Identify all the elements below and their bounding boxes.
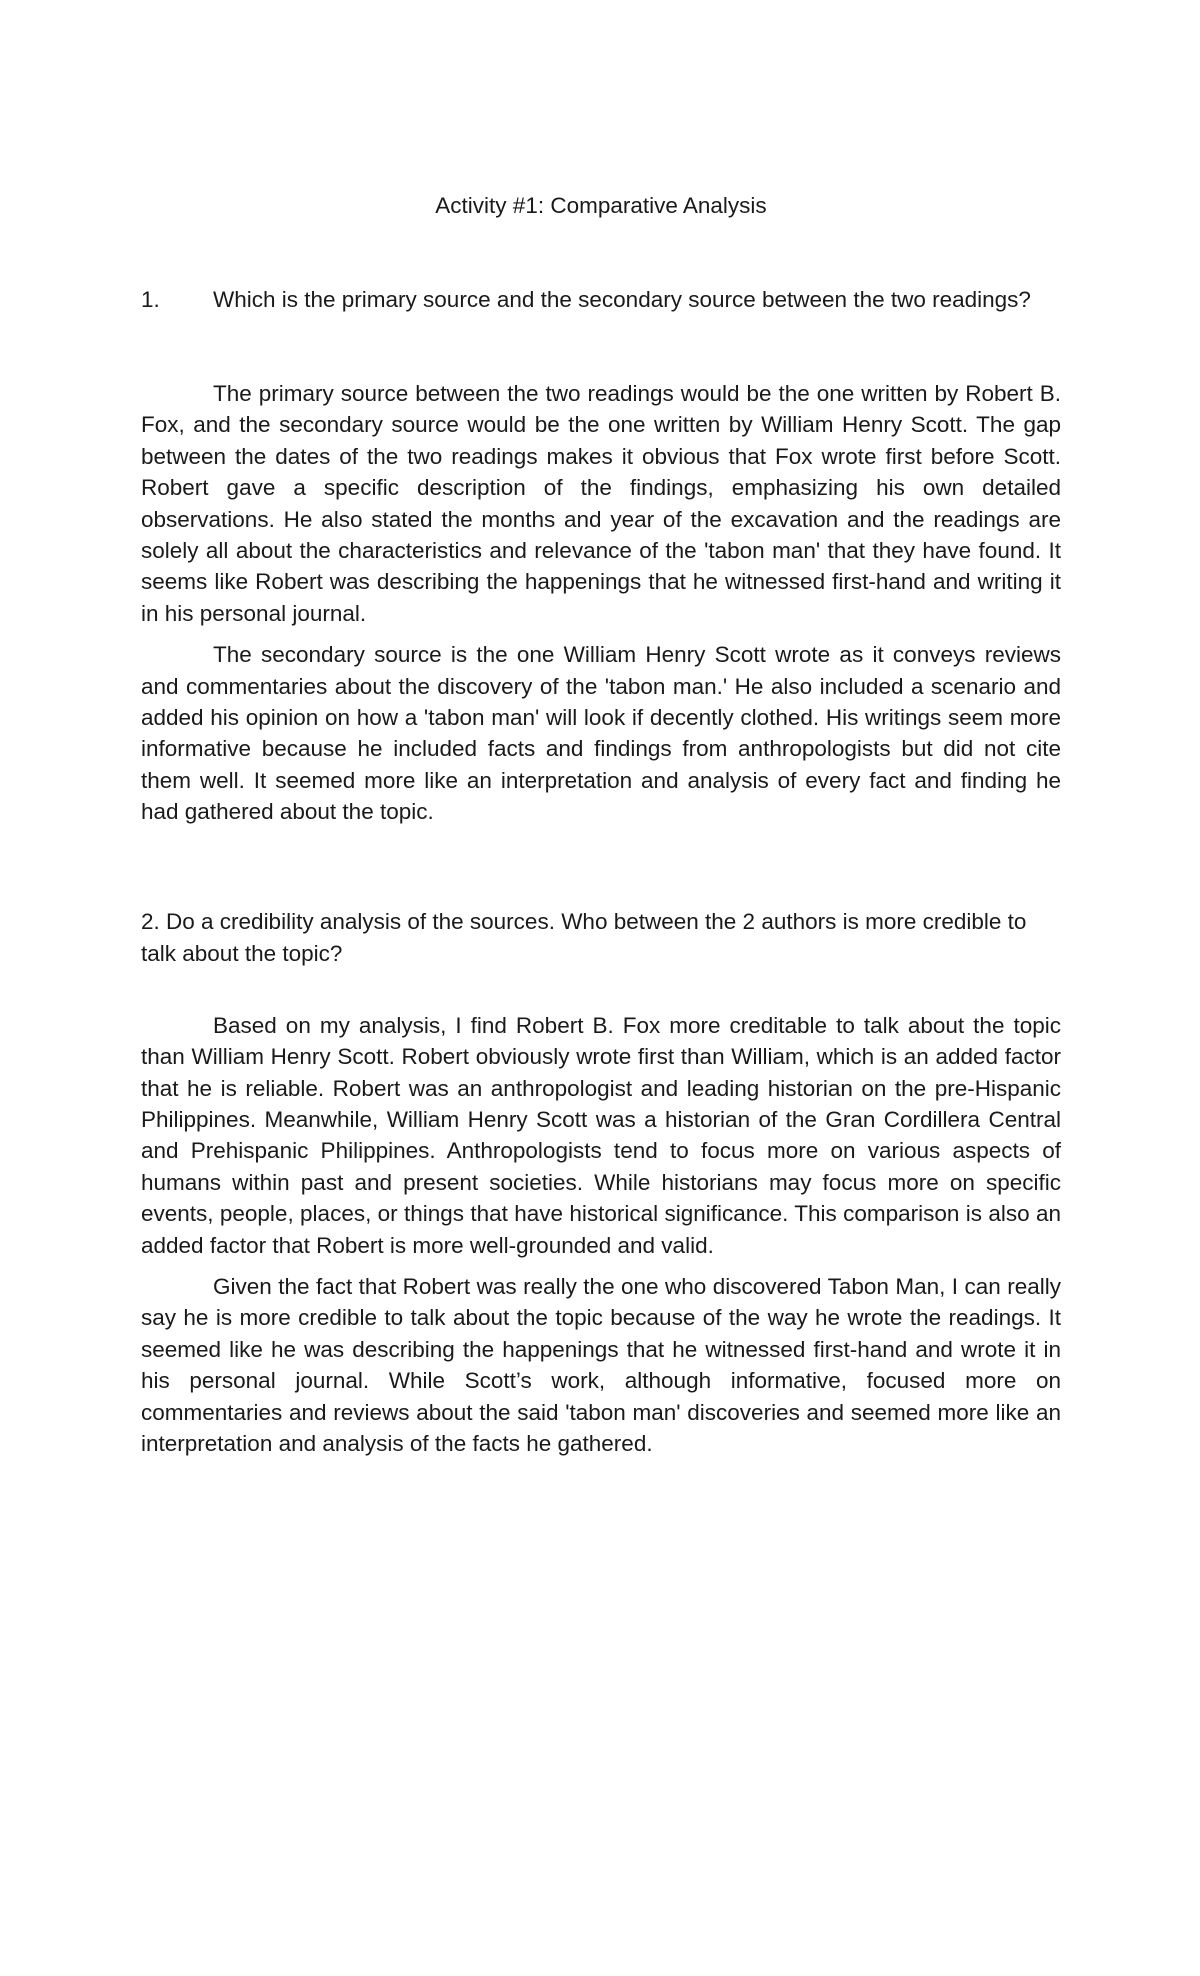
document-title: Activity #1: Comparative Analysis	[435, 193, 767, 218]
question-1-text: Which is the primary source and the secondary source between the two readings?	[213, 287, 1031, 312]
answer-2	[141, 1010, 1061, 1460]
question-1-number: 1.	[141, 287, 160, 312]
answer-1	[141, 378, 1061, 828]
answer-2-paragraph-1: Based on my analysis, I find Robert B. Fox more creditable to talk about the topic than William Henry Scott. Robert obviously wrote first than William, which is an added factor that he is reliable. Robert was an anthropologist and leading historian on the pre-Hispanic Philippines. Meanwhile, William Henry Scott was a historian of the Gran Cordillera Central and Prehispanic Philippines. Anthropologists tend to focus more on various aspects of humans within past and present societies. While historians may focus more on specific events, people, places, or things that have historical significance. This comparison is also an added factor that Robert is more well-grounded and valid.	[141, 1012, 1061, 1258]
answer-2-paragraph-2: Given the fact that Robert was really the one who discovered Tabon Man, I can really say he is more credible to talk about the topic because of the way he wrote the readings. It seemed like he was describing the happenings that he witnessed first-hand and wrote it in his personal journal. While Scott’s work, although informative, focused more on commentaries and reviews about the said 'tabon man' discoveries and seemed more like an interpretation and analysis of the facts he gathered.	[141, 1273, 1061, 1456]
question-2-text: 2. Do a credibility analysis of the sources. Who between the 2 authors is more credible to talk about the topic?	[141, 908, 1027, 966]
answer-1-paragraph-1: The primary source between the two readings would be the one written by Robert B. Fox, and the secondary source would be the one written by William Henry Scott. The gap between the dates of the two readings makes it obvious that Fox wrote first before Scott. Robert gave a specific description of the findings, emphasizing his own detailed observations. He also stated the months and year of the excavation and the readings are solely all about the characteristics and relevance of the 'tabon man' that they have found. It seems like Robert was describing the happenings that he witnessed first-hand and writing it in his personal journal.	[141, 381, 1061, 626]
question-2	[141, 906, 1061, 970]
document-content	[141, 190, 1061, 1469]
answer-1-paragraph-2: The secondary source is the one William Henry Scott wrote as it conveys reviews and commentaries about the discovery of the 'tabon man.' He also included a scenario and added his opinion on how a 'tabon man' will look if decently clothed. His writings seem more informative because he included facts and findings from anthropologists but did not cite them well. It seemed more like an interpretation and analysis of every fact and finding he had gathered about the topic.	[141, 642, 1061, 825]
question-1	[141, 284, 1061, 316]
